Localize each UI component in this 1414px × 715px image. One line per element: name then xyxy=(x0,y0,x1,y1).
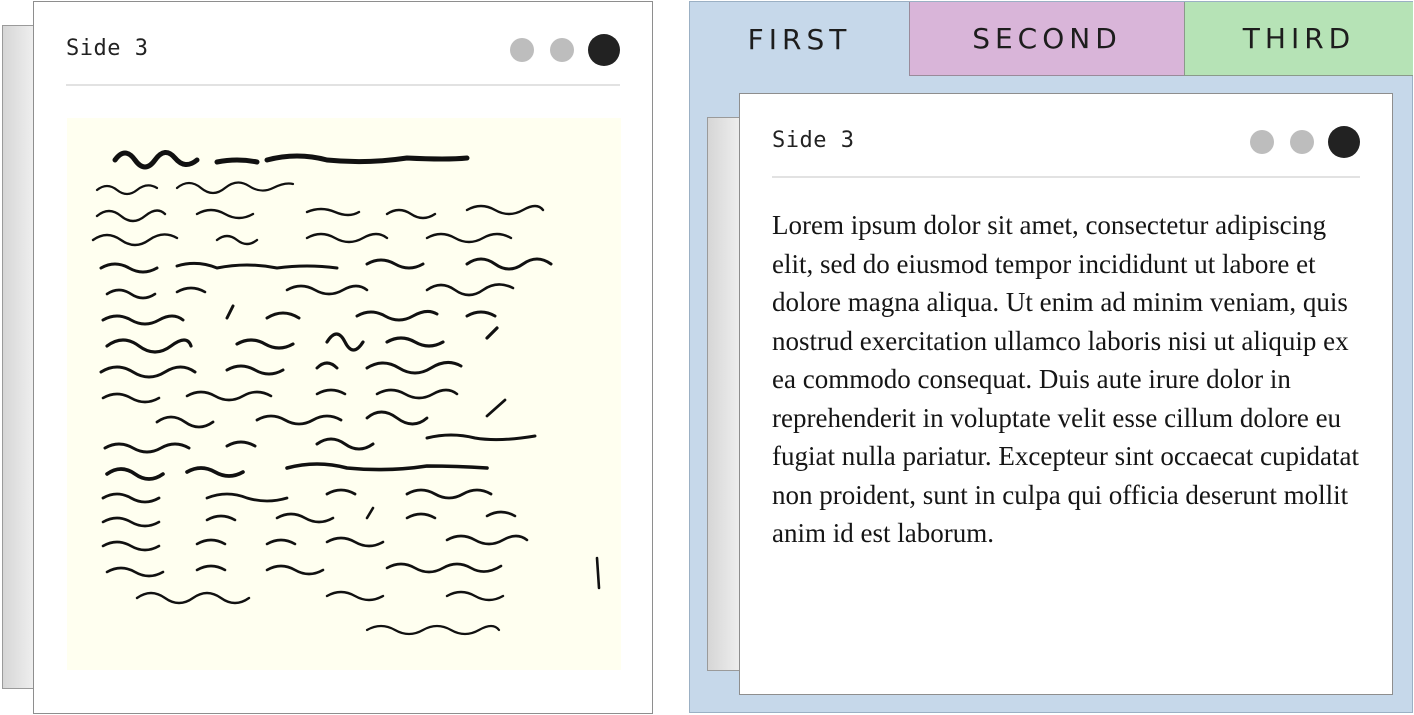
card-title: Side 3 xyxy=(772,128,855,153)
tab-third[interactable]: THIRD xyxy=(1184,2,1413,76)
card-header xyxy=(772,94,1360,178)
side-pager xyxy=(1234,126,1360,158)
side-dot-3-active[interactable] xyxy=(588,34,620,66)
side-pager xyxy=(494,34,620,66)
card-stack-edge-right xyxy=(707,117,741,671)
side-dot-1[interactable] xyxy=(1250,130,1274,154)
handwriting-scribbles xyxy=(67,118,621,670)
side-dot-1[interactable] xyxy=(510,38,534,62)
tab-second[interactable]: SECOND xyxy=(909,2,1184,76)
flip-card-right[interactable] xyxy=(739,93,1393,695)
card-title: Side 3 xyxy=(66,36,149,61)
side-dot-3-active[interactable] xyxy=(1328,126,1360,158)
manuscript-image xyxy=(67,118,621,670)
card-body-text: Lorem ipsum dolor sit amet, consectetur adipiscing elit, sed do eiusmod tempor incididunt ut labore et dolore magna aliqua. Ut enim ad minim veniam, quis nostrud exercitation ullamco laboris nisi ut aliquip ex ea commodo consequat. Duis aute irure dolor in reprehenderit in voluptate velit esse cillum dolore eu fugiat nulla pariatur. Excepteur sint occaecat cupidatat non proident, sunt in culpa qui officia deserunt mollit anim id est laborum. xyxy=(772,210,1359,548)
flip-card-left[interactable] xyxy=(33,1,653,714)
card-stack-edge-left xyxy=(2,25,34,689)
card-header xyxy=(66,2,620,86)
side-dot-2[interactable] xyxy=(1290,130,1314,154)
tab-first[interactable]: FIRST xyxy=(690,2,909,76)
side-dot-2[interactable] xyxy=(550,38,574,62)
